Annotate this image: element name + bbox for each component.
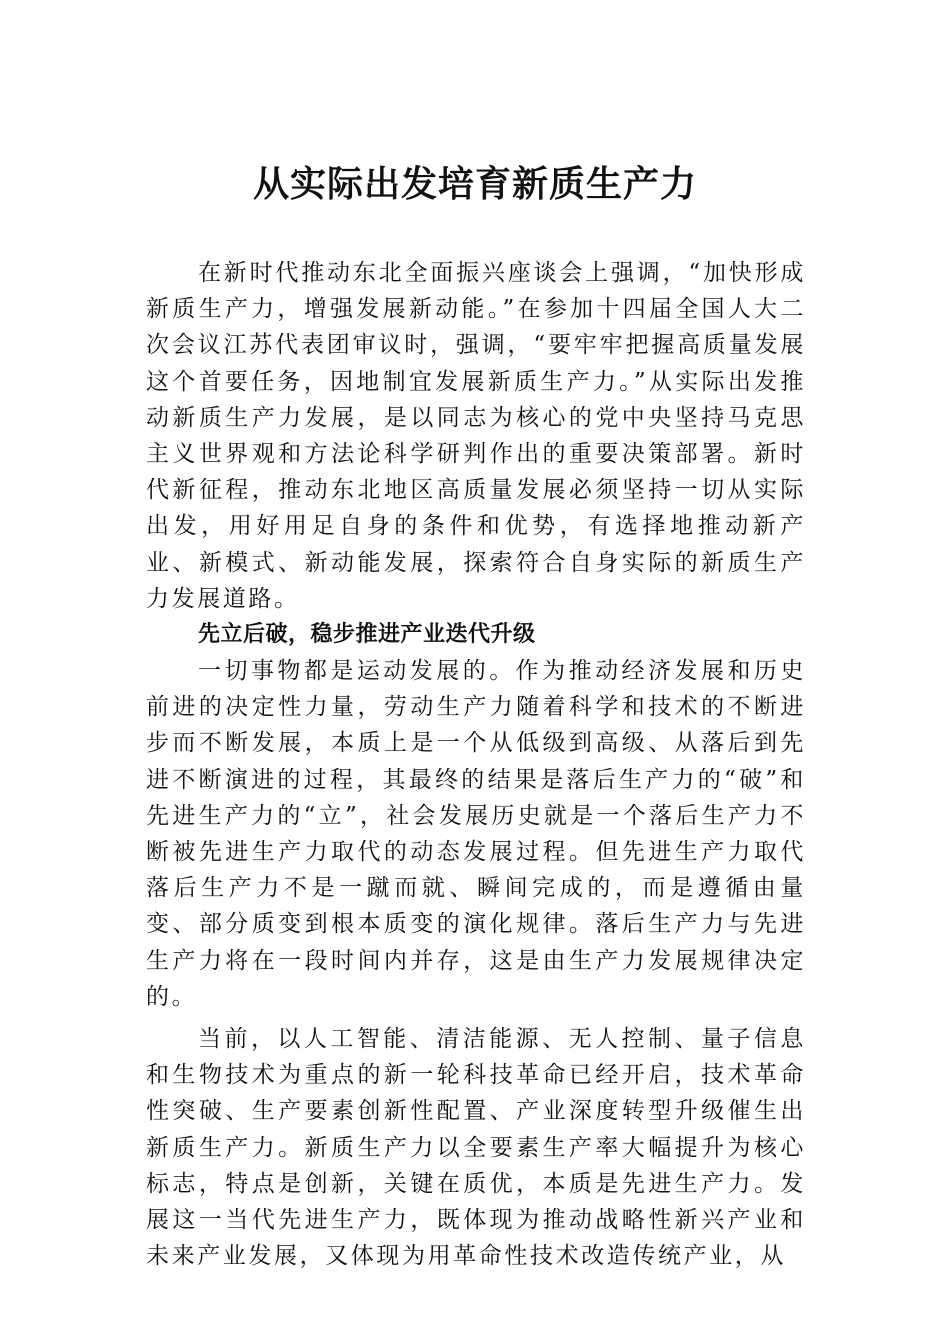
paragraph-current: 当前，以人工智能、清洁能源、无人控制、量子信息和生物技术为重点的新一轮科技革命已经开启，技术革命性突破、生产要素创新性配置、产业深度转型升级催生出新质生产力。新质生产力以全要素生产率大幅提升为核心标志，特点是创新，关键在质优，本质是先进生产力。发展这一当代先进生产力，既体现为推动战略性新兴产业和未来产业发展，又体现为用革命性技术改造传统产业，从 [146, 1026, 806, 1270]
paragraph-intro: 在新时代推动东北全面振兴座谈会上强调，“加快形成新质生产力，增强发展新动能。”在参加十四届全国人大二次会议江苏代表团审议时，强调，“要牢牢把握高质量发展这个首要任务，因地制宜发展新质生产力。”从实际出发推动新质生产力发展，是以同志为核心的党中央坚持马克思主义世界观和方法论科学研判作出的重要决策部署。新时代新征程，推动东北地区高质量发展必须坚持一切从实际出发，用好用足自身的条件和优势，有选择地推动新产业、新模式、新动能发展，探索符合自身实际的新质生产力发展道路。 [146, 260, 806, 612]
page-title: 从实际出发培育新质生产力 [252, 163, 697, 205]
section-heading: 先立后破，稳步推进产业迭代升级 [198, 622, 536, 648]
paragraph-development: 一切事物都是运动发展的。作为推动经济发展和历史前进的决定性力量，劳动生产力随着科学和技术的不断进步而不断发展，本质上是一个从低级到高级、从落后到先进不断演进的过程，其最终的结果是落后生产力的“破”和先进生产力的“立”，社会发展历史就是一个落后生产力不断被先进生产力取代的动态发展过程。但先进生产力取代落后生产力不是一蹴而就、瞬间完成的，而是遵循由量变、部分质变到根本质变的演化规律。落后生产力与先进生产力将在一段时间内并存，这是由生产力发展规律决定的。 [146, 658, 806, 1010]
article-body [146, 255, 806, 1274]
